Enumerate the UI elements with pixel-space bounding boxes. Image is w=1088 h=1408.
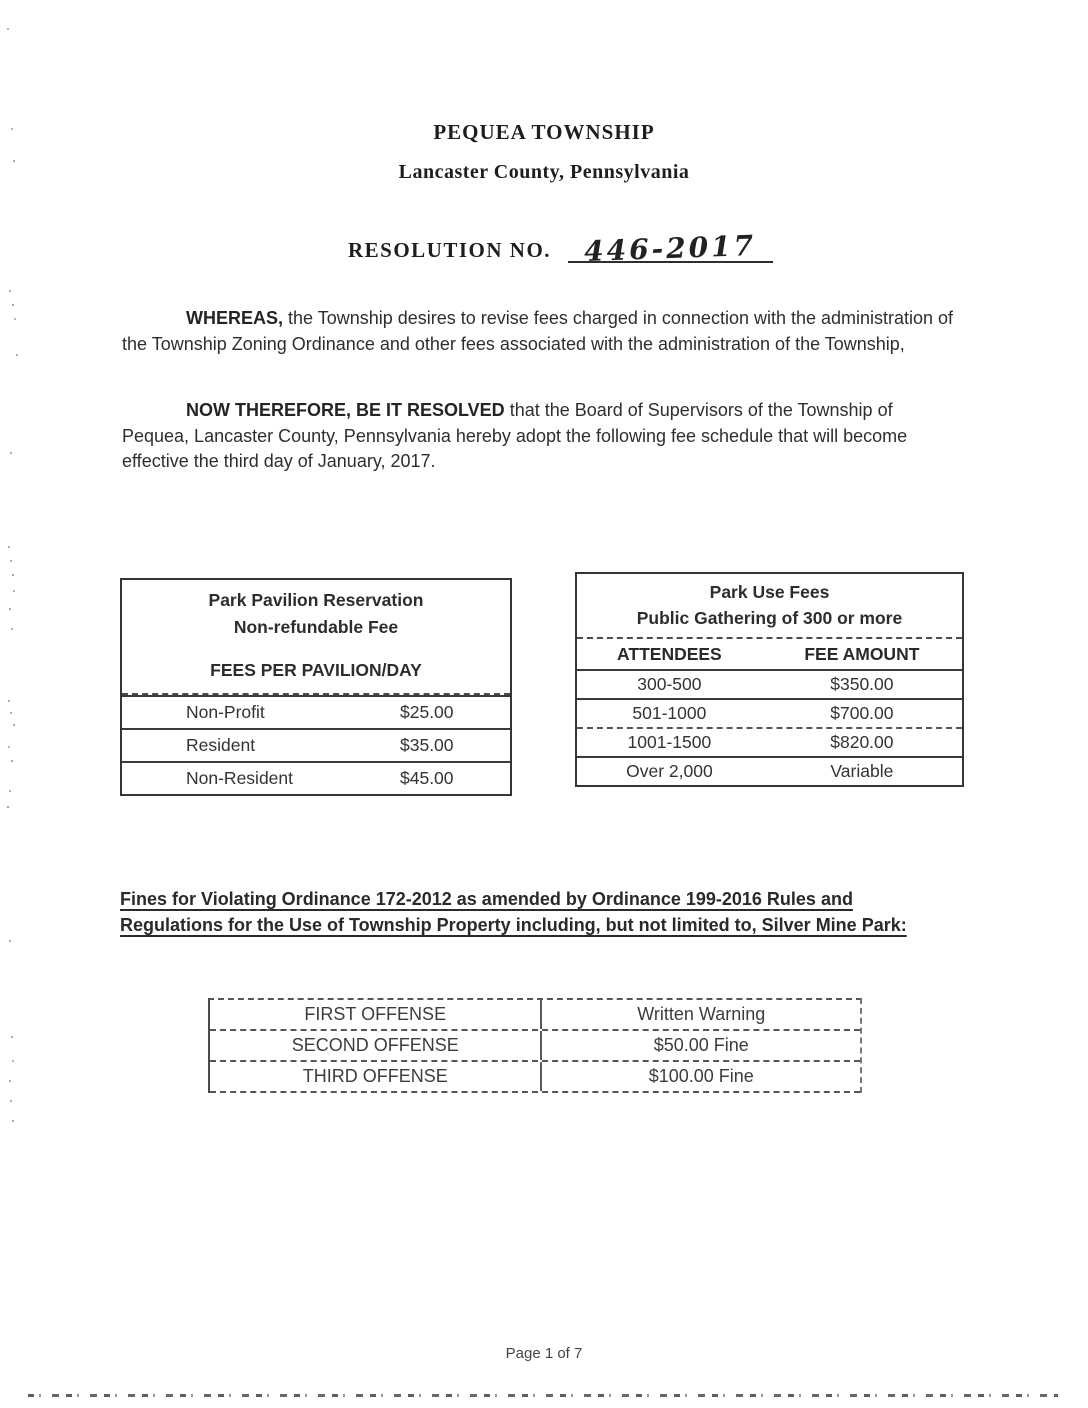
park-use-column-headers — [577, 639, 962, 671]
scan-noise-speckles — [7, 28, 9, 30]
park-use-row-fee: $700.00 — [830, 703, 894, 723]
column-header-attendees: ATTENDEES — [617, 643, 722, 664]
pavilion-title-line3: FEES PER PAVILION/DAY — [210, 660, 422, 680]
pavilion-title-line1: Park Pavilion Reservation — [208, 590, 424, 610]
table-row — [577, 671, 962, 698]
table-row — [210, 1062, 860, 1093]
park-use-row-attendees: 501-1000 — [632, 703, 707, 723]
fines-section-heading: Fines for Violating Ordinance 172-2012 as amended by Ordinance 199-2016 Rules and Regulations for the Use of Township Property including, but not limited to, Silver Mine Park: — [120, 889, 907, 936]
table-row — [122, 728, 510, 761]
paragraph-resolved-text: that the Board of Supervisors of the Township of Pequea, Lancaster County, Pennsylvania hereby adopt the following fee schedule that will become effective the third day of January, 2017. — [122, 400, 908, 472]
offense-row-penalty: Written Warning — [637, 1004, 766, 1024]
park-use-title-line1: Park Use Fees — [709, 582, 830, 602]
pavilion-row-label: Non-Resident — [186, 768, 293, 788]
scan-noise-line — [28, 1394, 1058, 1397]
park-use-row-fee: $820.00 — [830, 732, 894, 752]
table-row — [122, 695, 510, 728]
pavilion-title-line2: Non-refundable Fee — [233, 617, 399, 637]
table-row — [577, 698, 962, 727]
park-use-row-attendees: 1001-1500 — [627, 732, 712, 752]
pavilion-row-fee: $45.00 — [400, 768, 454, 788]
park-use-table-header — [577, 574, 962, 639]
table-row — [577, 756, 962, 785]
park-use-row-fee: Variable — [830, 761, 894, 781]
paragraph-whereas-text: the Township desires to revise fees charged in connection with the administration of the Township Zoning Ordinance and other fees associated with the administration of the Township, — [122, 308, 954, 354]
paragraph-whereas-lead: WHEREAS, — [186, 308, 284, 328]
table-row — [210, 1031, 860, 1062]
resolution-number-blank — [568, 228, 773, 268]
offense-row-label: THIRD OFFENSE — [210, 1062, 542, 1091]
paragraph-resolved — [122, 398, 956, 475]
paragraph-whereas — [122, 306, 956, 357]
table-row — [210, 1000, 860, 1031]
pavilion-table-header — [122, 580, 510, 695]
offense-row-label: SECOND OFFENSE — [210, 1031, 542, 1060]
pavilion-fee-table — [120, 578, 512, 796]
page-number: Page 1 of 7 — [505, 1345, 583, 1362]
pavilion-row-fee: $35.00 — [400, 735, 454, 755]
offense-row-penalty: $50.00 Fine — [653, 1035, 749, 1055]
document-title: PEQUEA TOWNSHIP — [433, 120, 655, 144]
document-subtitle: Lancaster County, Pennsylvania — [398, 161, 690, 183]
pavilion-row-label: Resident — [186, 735, 256, 755]
resolution-number-handwritten: 446-2017 — [583, 229, 757, 268]
resolution-label: RESOLUTION NO. — [348, 238, 552, 262]
column-header-fee-amount: FEE AMOUNT — [804, 643, 920, 664]
park-use-row-attendees: Over 2,000 — [626, 761, 713, 781]
park-use-row-fee: $350.00 — [830, 674, 894, 694]
table-row — [122, 761, 510, 794]
pavilion-row-fee: $25.00 — [400, 702, 454, 722]
resolution-line — [348, 228, 773, 268]
table-row — [577, 727, 962, 756]
park-use-fee-table — [575, 572, 964, 787]
offense-row-label: FIRST OFFENSE — [210, 1000, 542, 1029]
pavilion-row-label: Non-Profit — [186, 702, 265, 722]
park-use-title-line2: Public Gathering of 300 or more — [636, 608, 903, 628]
pavilion-header-gap — [122, 641, 510, 657]
park-use-row-attendees: 300-500 — [637, 674, 702, 694]
paragraph-resolved-lead: NOW THEREFORE, BE IT RESOLVED — [186, 400, 505, 420]
offense-row-penalty: $100.00 Fine — [648, 1066, 754, 1086]
offense-fine-table — [208, 998, 862, 1093]
